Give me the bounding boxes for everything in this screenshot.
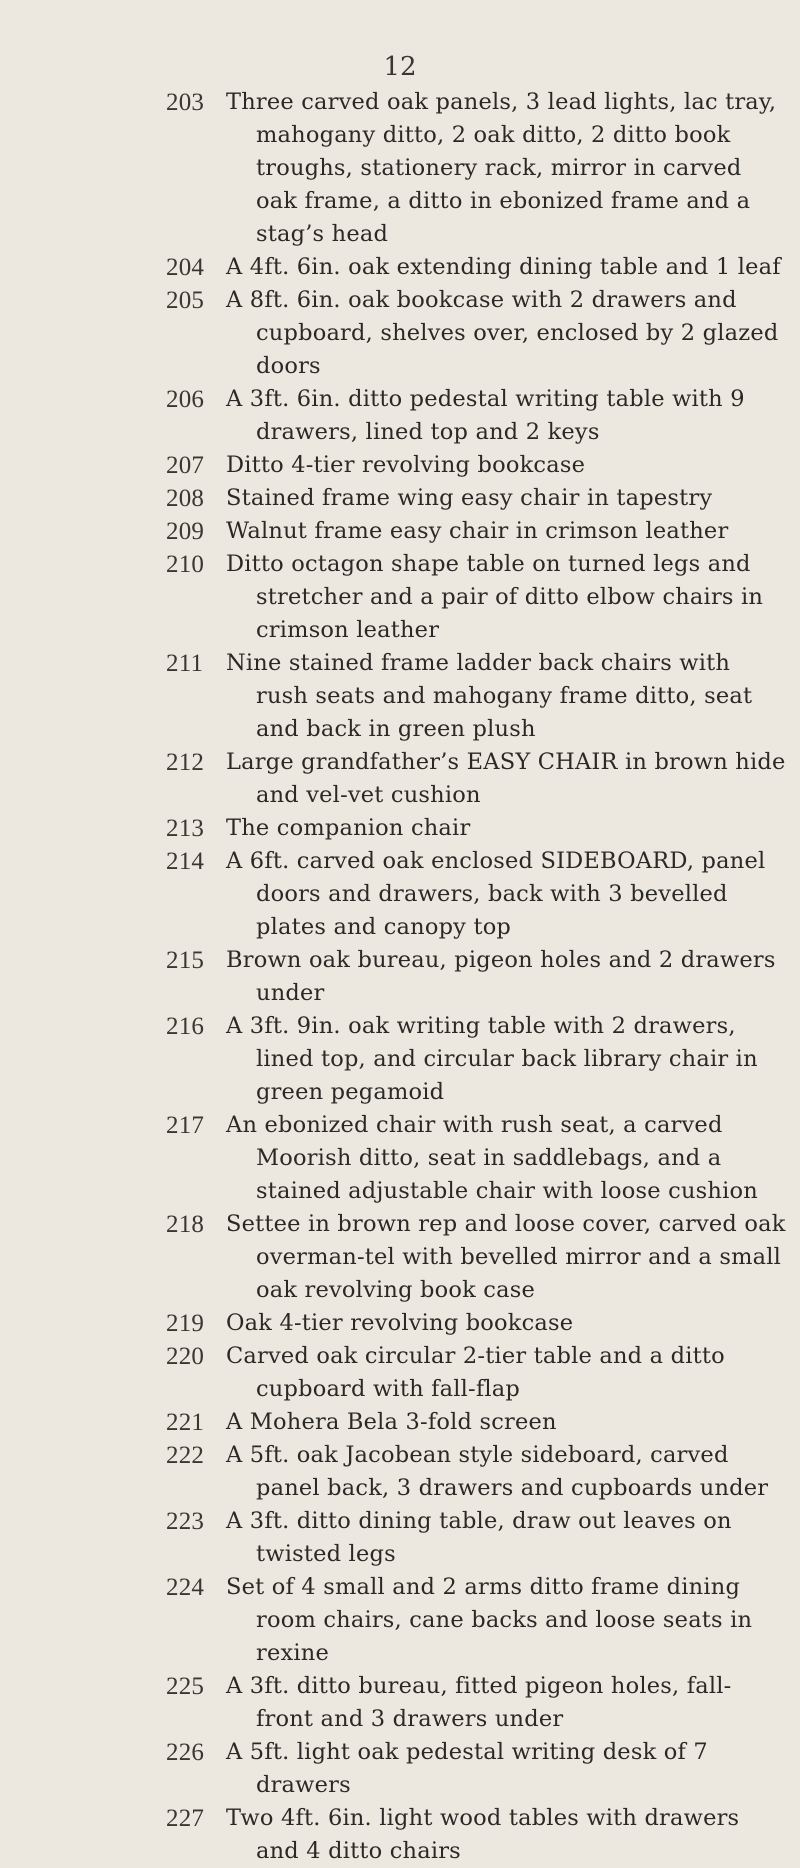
lot-number: 216 [166, 1013, 205, 1040]
lot-description: A 3ft. 6in. ditto pedestal writing table with 9 drawers, lined top and 2 keys [226, 386, 745, 445]
lot-number: 215 [166, 947, 205, 974]
lot-description: A 5ft. light oak pedestal writing desk of 7 drawers [226, 1739, 708, 1798]
lot-number: 227 [166, 1805, 205, 1832]
page-number: 12 [383, 52, 417, 82]
list-item [0, 548, 800, 647]
list-item [0, 1802, 800, 1868]
list-item [0, 284, 800, 383]
list-item [0, 1406, 800, 1439]
list-item [0, 1340, 800, 1406]
lot-description: The companion chair [226, 815, 471, 841]
lot-description: Ditto octagon shape table on turned legs and stretcher and a pair of ditto elbow chairs in crimson leather [226, 551, 764, 643]
lot-description: An ebonized chair with rush seat, a carved Moorish ditto, seat in saddlebags, and a stained adjustable chair with loose cushion [226, 1112, 758, 1204]
list-item [0, 746, 800, 812]
lot-number: 206 [166, 386, 205, 413]
lot-number: 226 [166, 1739, 205, 1766]
lot-description: Stained frame wing easy chair in tapestry [226, 485, 713, 511]
list-item [0, 1439, 800, 1505]
lot-description: A 3ft. ditto dining table, draw out leaves on twisted legs [226, 1508, 732, 1567]
lot-description: Three carved oak panels, 3 lead lights, lac tray, mahogany ditto, 2 oak ditto, 2 ditto book troughs, stationery rack, mirror in carved oak frame, a ditto in ebonized frame and a stag’s head [226, 89, 777, 247]
list-item [0, 1208, 800, 1307]
lot-number: 220 [166, 1343, 205, 1370]
list-item [0, 86, 800, 251]
lot-number: 218 [166, 1211, 205, 1238]
lot-number: 219 [166, 1310, 205, 1337]
list-item [0, 383, 800, 449]
lot-number: 217 [166, 1112, 205, 1139]
list-item [0, 1571, 800, 1670]
lot-description: Ditto 4-tier revolving bookcase [226, 452, 586, 478]
lot-description: Set of 4 small and 2 arms ditto frame dining room chairs, cane backs and loose seats in rexine [226, 1574, 753, 1666]
list-item [0, 812, 800, 845]
list-item [0, 1505, 800, 1571]
lot-number: 213 [166, 815, 205, 842]
lot-description: A 3ft. ditto bureau, fitted pigeon holes, fall-front and 3 drawers under [226, 1673, 732, 1732]
lot-number: 223 [166, 1508, 205, 1535]
lot-number: 207 [166, 452, 205, 479]
lot-number: 211 [166, 650, 204, 677]
list-item [0, 1010, 800, 1109]
list-item [0, 482, 800, 515]
lot-number: 208 [166, 485, 205, 512]
lot-description: A 6ft. carved oak enclosed SIDEBOARD, panel doors and drawers, back with 3 bevelled plates and canopy top [226, 848, 766, 940]
lot-description: Large grandfather’s EASY CHAIR in brown hide and vel-vet cushion [226, 749, 786, 808]
list-item [0, 1109, 800, 1208]
lot-number: 214 [166, 848, 205, 875]
lot-description: A Mohera Bela 3-fold screen [226, 1409, 557, 1435]
lot-description: A 5ft. oak Jacobean style sideboard, carved panel back, 3 drawers and cupboards under [226, 1442, 769, 1501]
lot-description: Oak 4-tier revolving bookcase [226, 1310, 574, 1336]
lot-number: 210 [166, 551, 205, 578]
lot-number: 203 [166, 89, 205, 116]
lot-description: A 8ft. 6in. oak bookcase with 2 drawers and cupboard, shelves over, enclosed by 2 glazed doors [226, 287, 779, 379]
lot-number: 225 [166, 1673, 205, 1700]
lot-description: A 4ft. 6in. oak extending dining table and 1 leaf [226, 254, 781, 280]
list-item [0, 449, 800, 482]
lot-number: 221 [166, 1409, 205, 1436]
lot-number: 222 [166, 1442, 205, 1469]
lot-description: Nine stained frame ladder back chairs with rush seats and mahogany frame ditto, seat and back in green plush [226, 650, 753, 742]
lot-description: Carved oak circular 2-tier table and a ditto cupboard with fall-flap [226, 1343, 725, 1402]
list-item [0, 944, 800, 1010]
list-item [0, 515, 800, 548]
lot-list [0, 86, 800, 1868]
list-item [0, 845, 800, 944]
lot-description: A 3ft. 9in. oak writing table with 2 drawers, lined top, and circular back library chair in green pegamoid [226, 1013, 758, 1105]
list-item [0, 251, 800, 284]
list-item [0, 647, 800, 746]
lot-description: Brown oak bureau, pigeon holes and 2 drawers under [226, 947, 776, 1006]
list-item [0, 1670, 800, 1736]
lot-description: Settee in brown rep and loose cover, carved oak overman-tel with bevelled mirror and a small oak revolving book case [226, 1211, 786, 1303]
lot-number: 224 [166, 1574, 205, 1601]
list-item [0, 1736, 800, 1802]
lot-description: Walnut frame easy chair in crimson leather [226, 518, 729, 544]
lot-number: 205 [166, 287, 205, 314]
lot-description: Two 4ft. 6in. light wood tables with drawers and 4 ditto chairs [226, 1805, 740, 1864]
lot-number: 209 [166, 518, 205, 545]
lot-number: 204 [166, 254, 205, 281]
lot-number: 212 [166, 749, 205, 776]
